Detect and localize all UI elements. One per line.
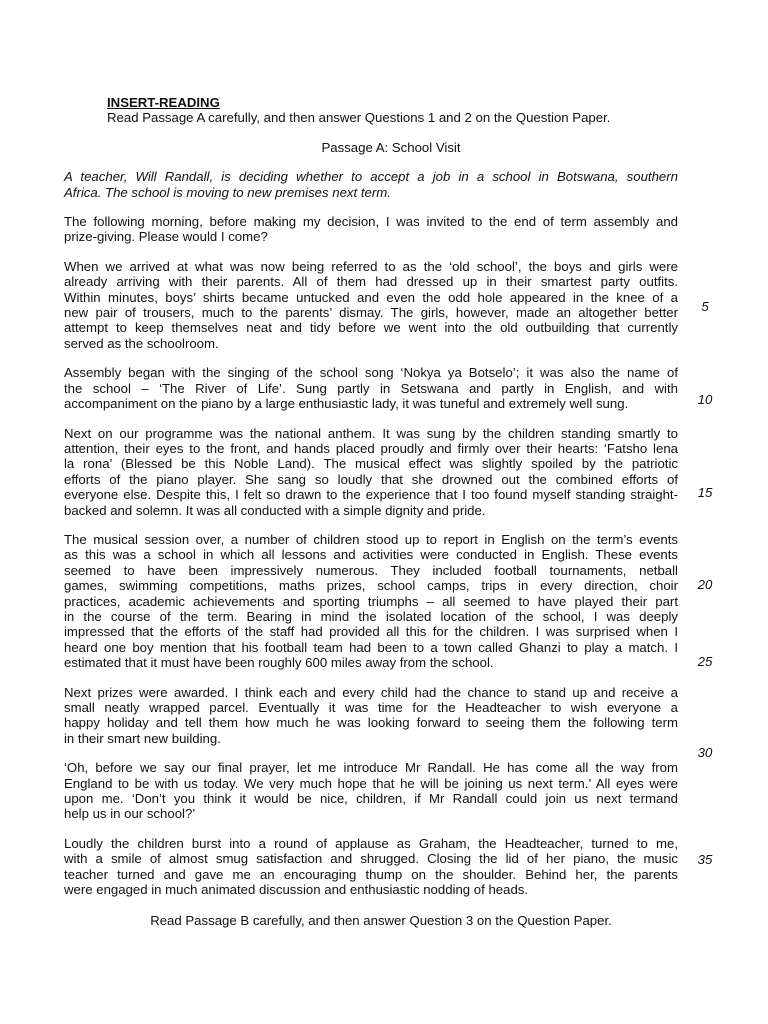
text-line: prize-giving. Please would I come? <box>64 229 268 245</box>
line-number: 25 <box>697 654 713 669</box>
text-line: seemed to have been impressively numerous. They included football tournaments, netball <box>64 562 678 578</box>
text-line: attention, their eyes to the front, and hands placed proudly and firmly over their hearts: ‘Fatsho lena <box>64 440 678 456</box>
text-line: estimated that it must have been roughly 600 miles away from the school. <box>64 655 494 671</box>
text-line: ‘Oh, before we say our final prayer, let me introduce Mr Randall. He has come all the way from <box>64 760 678 776</box>
text-line: games, swimming competitions, maths prizes, school camps, trips in every direction, choir <box>64 578 678 594</box>
text-line: as this was a school in which all lessons and activities were conducted in English. These events <box>64 547 678 563</box>
text-line: la rona’ (Blessed be this Noble Land). The musical effect was slightly spoiled by the patriotic <box>64 456 678 472</box>
text-line: in the course of the term. Bearing in mind the isolated location of the school, I was deeply <box>64 608 678 624</box>
paragraph-5 <box>64 532 678 671</box>
text-line: The musical session over, a number of children stood up to report in English on the term’s events <box>64 531 678 547</box>
line-number: 30 <box>697 745 713 760</box>
paragraph-1 <box>64 214 678 245</box>
text-line: with a smile of almost smug satisfaction and shrugged. Closing the lid of her piano, the music <box>64 851 678 867</box>
line-number: 15 <box>697 485 713 500</box>
intro-line: A teacher, Will Randall, is deciding whether to accept a job in a school in Botswana, southern <box>64 169 678 185</box>
text-line: impressed that the efforts of the staff had provided all this for the children. I was surprised when I <box>64 624 678 640</box>
text-line: practices, academic achievements and sporting triumphs – all seemed to have played their part <box>64 593 678 609</box>
text-line: England to be with us today. We very much hope that he will be joining us next term.’ All eyes were <box>64 775 678 791</box>
passage-intro <box>64 169 678 200</box>
text-line: new pair of trousers, much to the parents’ dismay. The girls, however, made an altogether better <box>64 305 678 321</box>
text-line: everyone else. Despite this, I felt so drawn to the experience that I too found myself standing straight- <box>64 487 678 503</box>
text-line: Next prizes were awarded. I think each and every child had the chance to stand up and receive a <box>64 684 678 700</box>
text-line: already arriving with their parents. All of them had dressed up in their smartest party outfits. <box>64 274 678 290</box>
text-line: served as the schoolroom. <box>64 335 219 351</box>
text-line: happy holiday and tell them how much he was looking forward to seeing them the following term <box>64 715 678 731</box>
paragraph-8 <box>64 836 678 898</box>
line-number: 35 <box>697 852 713 867</box>
intro-line: Africa. The school is moving to new premises next term. <box>64 184 391 200</box>
text-line: help us in our school?’ <box>64 806 196 822</box>
insert-heading: INSERT-READING <box>107 95 220 110</box>
line-number: 20 <box>697 577 713 592</box>
line-number: 10 <box>697 392 713 407</box>
paragraph-7 <box>64 760 678 822</box>
passage-a-title: Passage A: School Visit <box>321 139 461 155</box>
text-line: were engaged in much animated discussion and enthusiastic nodding of heads. <box>64 882 529 898</box>
text-line: the school – ‘The River of Life’. Sung partly in Setswana and partly in English, and with <box>64 380 678 396</box>
text-line: Loudly the children burst into a round of applause as Graham, the Headteacher, turned to me, <box>64 835 678 851</box>
text-line: small neatly wrapped parcel. Eventually it was time for the Headteacher to wish everyone a <box>64 700 678 715</box>
instruction-passage-b: Read Passage B carefully, and then answer Question 3 on the Question Paper. <box>150 913 612 929</box>
text-line: Within minutes, boys’ shirts became untucked and even the odd hole appeared in the knee of a <box>64 289 678 305</box>
text-line: efforts of the piano player. She sang so loudly that she drowned out the combined efforts of <box>64 471 678 487</box>
text-line: upon me. ‘Don’t you think it would be nice, children, if Mr Randall could join us next termand <box>64 791 678 807</box>
instruction-passage-a: Read Passage A carefully, and then answer Questions 1 and 2 on the Question Paper. <box>107 110 611 126</box>
paragraph-4 <box>64 426 678 518</box>
paragraph-2 <box>64 259 678 351</box>
text-line: attempt to keep themselves neat and tidy before we went into the old outbuilding that currently <box>64 320 678 336</box>
text-line: backed and solemn. It was all conducted with a simple dignity and pride. <box>64 502 486 518</box>
text-line: Next on our programme was the national anthem. It was sung by the children standing smartly to <box>64 425 678 441</box>
paragraph-3 <box>64 365 678 411</box>
text-line: heard one boy mention that his football team had been to a town called Ghanzi to play a match. I <box>64 639 678 655</box>
text-line: Assembly began with the singing of the school song ‘Nokya ya Botselo’; it was also the name of <box>64 365 678 381</box>
text-line: When we arrived at what was now being referred to as the ‘old school’, the boys and girls were <box>64 258 678 274</box>
text-line: The following morning, before making my decision, I was invited to the end of term assembly and <box>64 214 678 230</box>
text-line: teacher turned and gave me an encouraging thump on the shoulder. Behind her, the parents <box>64 866 678 882</box>
text-line: accompaniment on the piano by a large enthusiastic lady, it was tuneful and extremely well sung. <box>64 396 629 412</box>
line-number: 5 <box>701 299 709 314</box>
insert-page <box>64 95 678 929</box>
text-line: in their smart new building. <box>64 730 221 746</box>
paragraph-6 <box>64 685 678 747</box>
